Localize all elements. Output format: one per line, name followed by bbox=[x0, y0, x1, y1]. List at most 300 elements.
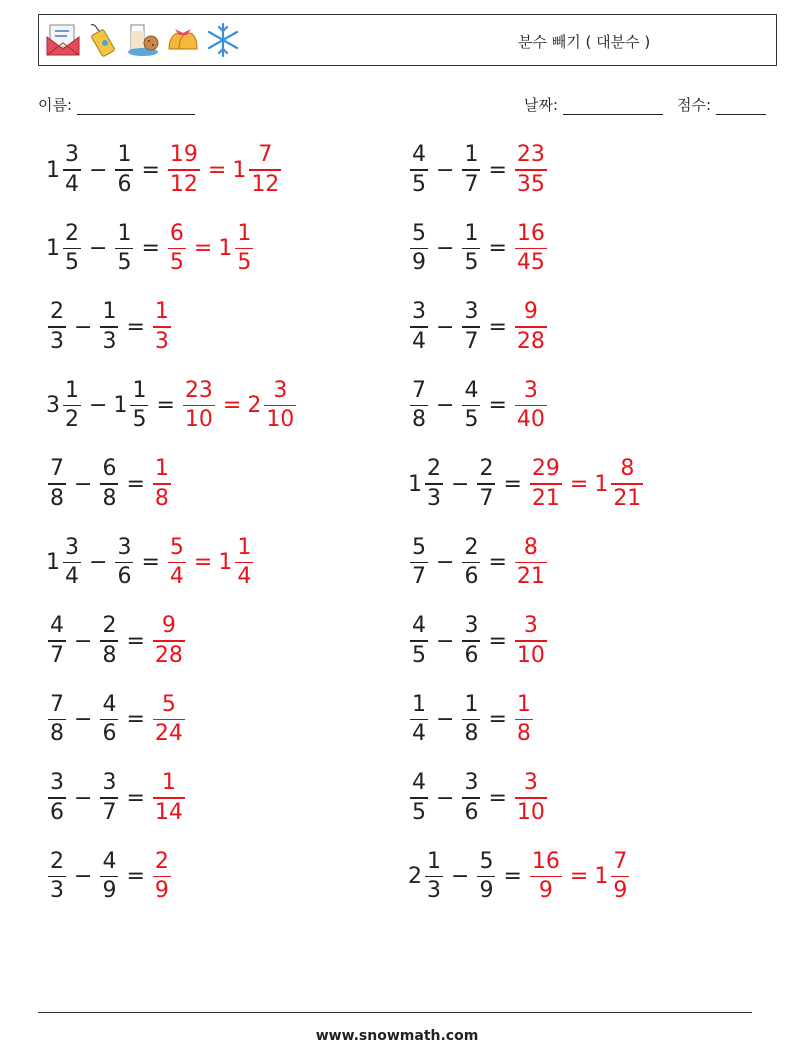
numerator: 3 bbox=[65, 534, 79, 560]
denominator: 4 bbox=[412, 328, 426, 354]
letter-icon bbox=[45, 21, 81, 59]
mixed-number bbox=[475, 848, 497, 904]
mixed-number bbox=[98, 848, 120, 904]
fraction bbox=[530, 848, 562, 904]
fraction bbox=[410, 144, 428, 196]
fraction bbox=[48, 301, 66, 353]
minus-sign: − bbox=[436, 393, 455, 418]
equals-sign: = bbox=[126, 864, 145, 889]
denominator: 9 bbox=[154, 878, 169, 904]
equals-sign: = bbox=[126, 785, 145, 811]
mixed-number bbox=[98, 691, 120, 747]
fraction bbox=[153, 615, 185, 667]
answer-number bbox=[247, 377, 298, 433]
minus-sign: − bbox=[436, 236, 455, 261]
numerator: 2 bbox=[154, 848, 169, 874]
mixed-number bbox=[46, 377, 83, 433]
answer-number bbox=[151, 301, 173, 353]
answer-number bbox=[151, 772, 187, 824]
denominator: 3 bbox=[50, 328, 64, 354]
mixed-number bbox=[46, 534, 83, 590]
problem-item bbox=[46, 847, 173, 907]
fraction bbox=[100, 848, 118, 904]
equals-sign: = bbox=[488, 236, 507, 261]
equals-sign: = bbox=[141, 236, 160, 261]
fraction bbox=[515, 691, 533, 747]
numerator: 2 bbox=[50, 299, 64, 325]
problem-item bbox=[408, 376, 549, 436]
denominator: 8 bbox=[516, 721, 531, 747]
equals-sign: = bbox=[126, 628, 145, 654]
numerator: 7 bbox=[50, 456, 64, 482]
problem-item bbox=[408, 768, 549, 828]
date-field[interactable] bbox=[524, 94, 663, 115]
denominator: 2 bbox=[65, 407, 79, 433]
answer-number bbox=[513, 615, 549, 667]
numerator: 9 bbox=[523, 299, 538, 325]
problem-item bbox=[46, 533, 255, 593]
numerator: 6 bbox=[102, 456, 117, 482]
numerator: 23 bbox=[184, 377, 213, 403]
whole-part: 1 bbox=[46, 550, 60, 575]
whole-part: 1 bbox=[46, 157, 60, 183]
numerator: 8 bbox=[523, 534, 538, 560]
mixed-number bbox=[46, 220, 83, 276]
gift-tag-icon bbox=[85, 21, 121, 59]
fraction bbox=[410, 615, 428, 667]
fraction bbox=[515, 534, 547, 590]
mixed-number bbox=[408, 301, 430, 353]
answer-number bbox=[151, 615, 187, 667]
answer-number bbox=[166, 220, 188, 276]
denominator: 7 bbox=[50, 642, 64, 668]
fraction bbox=[168, 220, 186, 276]
fraction bbox=[410, 691, 428, 747]
fraction bbox=[515, 301, 547, 353]
denominator: 6 bbox=[464, 799, 479, 825]
fraction bbox=[63, 144, 81, 196]
name-blank[interactable] bbox=[77, 98, 195, 115]
numerator: 7 bbox=[613, 848, 628, 874]
denominator: 14 bbox=[154, 799, 183, 825]
denominator: 28 bbox=[154, 642, 183, 668]
numerator: 3 bbox=[117, 534, 132, 560]
numerator: 1 bbox=[412, 691, 426, 717]
numerator: 4 bbox=[412, 142, 426, 168]
fraction bbox=[235, 534, 253, 590]
numerator: 3 bbox=[523, 377, 538, 403]
equals-sign: = bbox=[488, 550, 507, 575]
answer-number bbox=[528, 458, 564, 510]
fraction bbox=[477, 458, 495, 510]
score-blank[interactable] bbox=[716, 98, 766, 115]
denominator: 4 bbox=[237, 564, 252, 590]
mixed-number bbox=[113, 144, 135, 196]
fraction bbox=[462, 534, 480, 590]
whole-part: 1 bbox=[46, 236, 60, 261]
fraction bbox=[611, 848, 629, 904]
equals-sign: = bbox=[126, 314, 145, 340]
fraction bbox=[48, 615, 66, 667]
numerator: 3 bbox=[412, 299, 426, 325]
denominator: 12 bbox=[251, 171, 280, 197]
mixed-number bbox=[460, 301, 482, 353]
numerator: 1 bbox=[516, 691, 531, 717]
numerator: 1 bbox=[117, 220, 132, 246]
minus-sign: − bbox=[436, 785, 455, 811]
equals-sign: = bbox=[488, 393, 507, 418]
score-label: 점수: bbox=[677, 96, 712, 114]
answer-number bbox=[513, 220, 549, 276]
fraction bbox=[249, 144, 281, 196]
denominator: 40 bbox=[516, 407, 545, 433]
worksheet-title: 분수 빼기 ( 대분수 ) bbox=[518, 33, 651, 51]
answer-number bbox=[232, 144, 283, 196]
whole-part: 2 bbox=[247, 393, 262, 418]
answer-number bbox=[594, 848, 631, 904]
fraction bbox=[153, 691, 185, 747]
answer-number bbox=[513, 534, 549, 590]
answer-number bbox=[528, 848, 564, 904]
worksheet-header bbox=[38, 14, 777, 66]
milk-cookie-icon bbox=[125, 21, 161, 59]
denominator: 7 bbox=[102, 799, 117, 825]
numerator: 7 bbox=[412, 377, 426, 403]
problem-item bbox=[46, 454, 173, 514]
denominator: 5 bbox=[412, 642, 426, 668]
denominator: 3 bbox=[427, 485, 441, 511]
answer-number bbox=[181, 377, 217, 433]
mixed-number bbox=[408, 615, 430, 667]
equals-sign: = bbox=[126, 707, 145, 732]
mixed-number bbox=[46, 144, 83, 196]
minus-sign: − bbox=[451, 471, 470, 497]
numerator: 1 bbox=[161, 770, 176, 796]
fraction bbox=[153, 301, 171, 353]
numerator: 8 bbox=[620, 456, 635, 482]
numerator: 3 bbox=[50, 770, 64, 796]
denominator: 35 bbox=[516, 171, 545, 197]
denominator: 6 bbox=[117, 171, 132, 197]
date-label: 날짜: bbox=[524, 96, 559, 114]
denominator: 5 bbox=[412, 171, 426, 197]
numerator: 2 bbox=[479, 456, 494, 482]
fraction bbox=[530, 458, 562, 510]
minus-sign: − bbox=[74, 628, 93, 654]
minus-sign: − bbox=[74, 864, 93, 889]
problem-item bbox=[46, 768, 187, 828]
answer-number bbox=[513, 301, 549, 353]
equals-sign: = bbox=[488, 157, 507, 183]
footer-divider bbox=[38, 1012, 752, 1013]
minus-sign: − bbox=[89, 157, 108, 183]
mixed-number bbox=[408, 144, 430, 196]
whole-part: 1 bbox=[594, 864, 609, 889]
equals-sign: = bbox=[156, 393, 175, 418]
denominator: 6 bbox=[50, 799, 64, 825]
fraction bbox=[48, 691, 66, 747]
problem-item bbox=[46, 140, 283, 200]
minus-sign: − bbox=[74, 707, 93, 732]
mixed-number bbox=[408, 458, 445, 510]
fraction bbox=[63, 534, 81, 590]
denominator: 7 bbox=[464, 328, 479, 354]
fraction bbox=[462, 615, 480, 667]
numerator: 6 bbox=[169, 220, 184, 246]
fraction bbox=[410, 772, 428, 824]
numerator: 4 bbox=[412, 613, 426, 639]
denominator: 8 bbox=[154, 485, 169, 511]
numerator: 19 bbox=[169, 142, 198, 168]
numerator: 1 bbox=[237, 220, 252, 246]
answer-equals-sign: = bbox=[193, 550, 213, 575]
numerator: 3 bbox=[65, 142, 79, 168]
numerator: 1 bbox=[464, 691, 479, 717]
fraction bbox=[410, 534, 428, 590]
header-icons bbox=[45, 21, 241, 59]
numerator: 1 bbox=[464, 142, 479, 168]
answer-number bbox=[594, 458, 645, 510]
fraction bbox=[48, 848, 66, 904]
numerator: 4 bbox=[50, 613, 64, 639]
denominator: 10 bbox=[516, 642, 545, 668]
score-field[interactable] bbox=[677, 94, 766, 115]
answer-number bbox=[166, 534, 188, 590]
numerator: 4 bbox=[102, 691, 117, 717]
numerator: 1 bbox=[427, 848, 441, 874]
fraction bbox=[410, 220, 428, 276]
fraction bbox=[63, 220, 81, 276]
minus-sign: − bbox=[436, 157, 455, 183]
problem-item bbox=[46, 690, 187, 750]
denominator: 4 bbox=[169, 564, 184, 590]
problem-item bbox=[408, 140, 549, 200]
denominator: 9 bbox=[613, 878, 628, 904]
denominator: 28 bbox=[516, 328, 545, 354]
whole-part: 1 bbox=[218, 236, 233, 261]
denominator: 10 bbox=[266, 407, 295, 433]
numerator: 3 bbox=[523, 770, 538, 796]
numerator: 3 bbox=[273, 377, 288, 403]
mixed-number bbox=[113, 220, 135, 276]
denominator: 8 bbox=[464, 721, 479, 747]
denominator: 5 bbox=[237, 250, 252, 276]
denominator: 21 bbox=[531, 485, 560, 511]
denominator: 5 bbox=[464, 250, 479, 276]
mixed-number bbox=[113, 534, 135, 590]
problem-item bbox=[408, 454, 645, 514]
fraction bbox=[153, 458, 171, 510]
mixed-number bbox=[408, 220, 430, 276]
name-label: 이름: bbox=[38, 96, 73, 114]
fraction bbox=[611, 458, 643, 510]
mixed-number bbox=[408, 691, 430, 747]
mixed-number bbox=[408, 772, 430, 824]
fraction bbox=[153, 848, 171, 904]
fraction bbox=[100, 691, 118, 747]
mixed-number bbox=[460, 534, 482, 590]
numerator: 4 bbox=[102, 848, 117, 874]
bells-icon bbox=[165, 21, 201, 59]
footer-url: www.snowmath.com bbox=[315, 1028, 479, 1044]
numerator: 5 bbox=[412, 220, 426, 246]
denominator: 21 bbox=[613, 485, 642, 511]
equals-sign: = bbox=[488, 314, 507, 340]
problem-item bbox=[46, 297, 173, 357]
denominator: 7 bbox=[412, 564, 426, 590]
answer-equals-sign: = bbox=[193, 236, 213, 261]
denominator: 7 bbox=[479, 485, 494, 511]
fraction bbox=[462, 377, 480, 433]
numerator: 29 bbox=[531, 456, 560, 482]
numerator: 5 bbox=[169, 534, 184, 560]
mixed-number bbox=[460, 772, 482, 824]
fraction bbox=[100, 458, 118, 510]
numerator: 1 bbox=[102, 299, 117, 325]
mixed-number bbox=[460, 377, 482, 433]
denominator: 8 bbox=[102, 485, 117, 511]
answer-number bbox=[513, 377, 549, 433]
fraction bbox=[477, 848, 495, 904]
numerator: 2 bbox=[427, 456, 441, 482]
whole-part: 1 bbox=[113, 393, 128, 418]
numerator: 5 bbox=[412, 534, 426, 560]
numerator: 3 bbox=[464, 613, 479, 639]
denominator: 3 bbox=[154, 328, 169, 354]
mixed-number bbox=[98, 458, 120, 510]
equals-sign: = bbox=[488, 707, 507, 732]
numerator: 3 bbox=[523, 613, 538, 639]
mixed-number bbox=[408, 534, 430, 590]
problem-item bbox=[46, 219, 255, 279]
numerator: 16 bbox=[531, 848, 560, 874]
minus-sign: − bbox=[74, 785, 93, 811]
numerator: 7 bbox=[258, 142, 273, 168]
answer-equals-sign: = bbox=[569, 471, 589, 497]
mixed-number bbox=[408, 848, 445, 904]
mixed-number bbox=[46, 772, 68, 824]
fraction bbox=[462, 772, 480, 824]
fraction bbox=[462, 691, 480, 747]
numerator: 16 bbox=[516, 220, 545, 246]
denominator: 21 bbox=[516, 564, 545, 590]
fraction bbox=[48, 458, 66, 510]
numerator: 2 bbox=[65, 220, 79, 246]
numerator: 1 bbox=[237, 534, 252, 560]
denominator: 6 bbox=[102, 721, 117, 747]
numerator: 4 bbox=[412, 770, 426, 796]
answer-equals-sign: = bbox=[222, 393, 242, 418]
mixed-number bbox=[460, 691, 482, 747]
fraction bbox=[515, 377, 547, 433]
problem-item bbox=[46, 376, 298, 436]
answer-number bbox=[513, 772, 549, 824]
date-blank[interactable] bbox=[563, 98, 663, 115]
mixed-number bbox=[46, 848, 68, 904]
mixed-number bbox=[408, 377, 430, 433]
minus-sign: − bbox=[436, 314, 455, 340]
whole-part: 2 bbox=[408, 864, 422, 889]
whole-part: 1 bbox=[408, 471, 422, 497]
numerator: 4 bbox=[464, 377, 479, 403]
mixed-number bbox=[98, 301, 120, 353]
problem-item bbox=[408, 611, 549, 671]
denominator: 10 bbox=[516, 799, 545, 825]
numerator: 1 bbox=[132, 377, 147, 403]
denominator: 4 bbox=[65, 564, 79, 590]
equals-sign: = bbox=[503, 471, 522, 497]
fraction bbox=[63, 377, 81, 433]
denominator: 9 bbox=[479, 878, 494, 904]
problem-item bbox=[408, 690, 535, 750]
fraction bbox=[264, 377, 296, 433]
denominator: 8 bbox=[102, 642, 117, 668]
equals-sign: = bbox=[503, 864, 522, 889]
numerator: 3 bbox=[464, 770, 479, 796]
denominator: 8 bbox=[412, 407, 426, 433]
minus-sign: − bbox=[436, 550, 455, 575]
mixed-number bbox=[460, 615, 482, 667]
minus-sign: − bbox=[436, 628, 455, 654]
mixed-number bbox=[46, 301, 68, 353]
whole-part: 1 bbox=[594, 471, 609, 497]
denominator: 3 bbox=[102, 328, 117, 354]
fraction bbox=[115, 220, 133, 276]
minus-sign: − bbox=[89, 393, 108, 418]
denominator: 8 bbox=[50, 721, 64, 747]
answer-number bbox=[513, 144, 549, 196]
fraction bbox=[153, 772, 185, 824]
fraction bbox=[168, 534, 186, 590]
minus-sign: − bbox=[74, 471, 93, 497]
denominator: 4 bbox=[65, 171, 79, 197]
problem-item bbox=[408, 297, 549, 357]
fraction bbox=[100, 615, 118, 667]
mixed-number bbox=[46, 458, 68, 510]
mixed-number bbox=[46, 615, 68, 667]
mixed-number bbox=[98, 615, 120, 667]
answer-number bbox=[513, 691, 535, 747]
numerator: 1 bbox=[154, 299, 169, 325]
fraction bbox=[130, 377, 148, 433]
numerator: 23 bbox=[516, 142, 545, 168]
denominator: 5 bbox=[65, 250, 79, 276]
answer-number bbox=[151, 458, 173, 510]
denominator: 6 bbox=[464, 564, 479, 590]
numerator: 1 bbox=[464, 220, 479, 246]
fraction bbox=[515, 772, 547, 824]
name-field[interactable] bbox=[38, 94, 195, 115]
equals-sign: = bbox=[126, 471, 145, 497]
fraction bbox=[168, 144, 200, 196]
numerator: 3 bbox=[102, 770, 117, 796]
fraction bbox=[462, 301, 480, 353]
minus-sign: − bbox=[89, 550, 108, 575]
fraction bbox=[100, 301, 118, 353]
answer-equals-sign: = bbox=[569, 864, 589, 889]
answer-number bbox=[166, 144, 202, 196]
denominator: 3 bbox=[427, 878, 441, 904]
denominator: 5 bbox=[132, 407, 147, 433]
equals-sign: = bbox=[141, 550, 160, 575]
denominator: 5 bbox=[169, 250, 184, 276]
mixed-number bbox=[113, 377, 150, 433]
denominator: 10 bbox=[184, 407, 213, 433]
numerator: 7 bbox=[50, 691, 64, 717]
minus-sign: − bbox=[74, 314, 93, 340]
equals-sign: = bbox=[141, 157, 160, 183]
numerator: 9 bbox=[161, 613, 176, 639]
